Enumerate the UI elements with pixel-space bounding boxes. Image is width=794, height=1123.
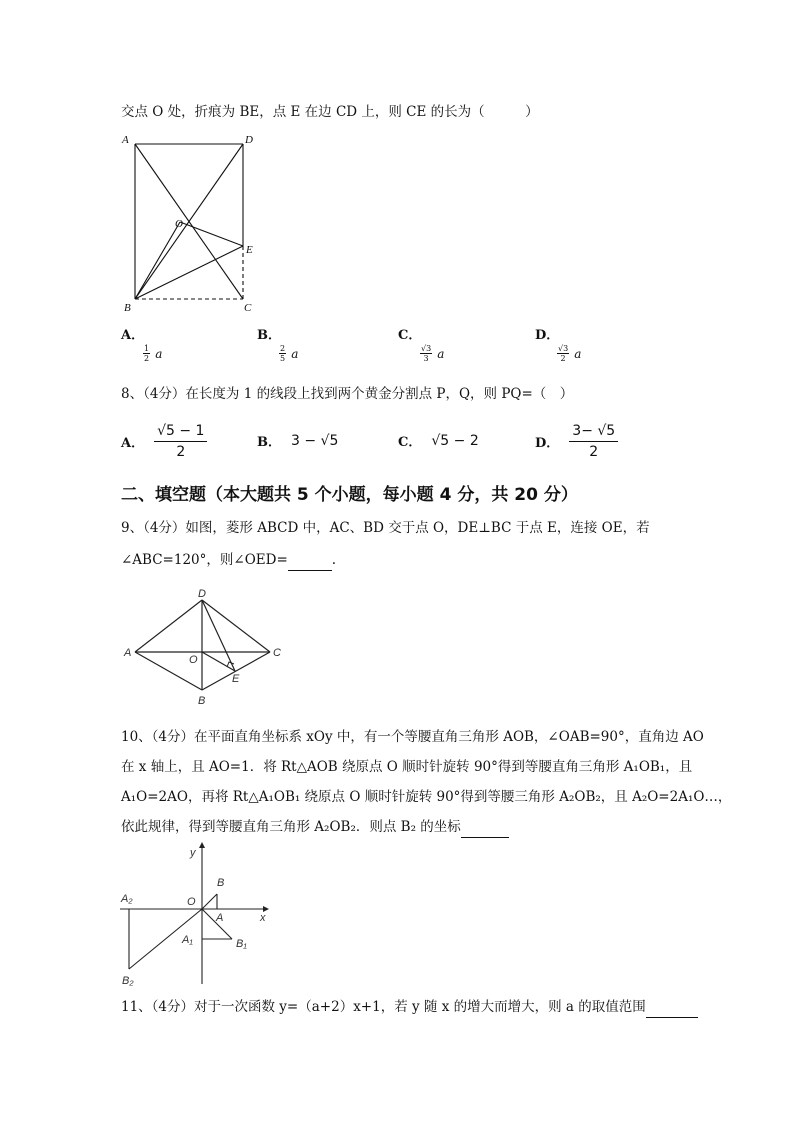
label-y: y	[190, 847, 196, 859]
q10-line1: 10、（4分）在平面直角坐标系 xOy 中，有一个等腰直角三角形 AOB，∠OAB=90°，直角边 AO	[121, 729, 704, 745]
q8-option-b[interactable]: B． 3 − √5	[257, 432, 339, 450]
label-O: O	[175, 218, 183, 230]
q8-option-d[interactable]: D． 3− √5 2	[535, 421, 618, 462]
fraction: $\frac{√3}{2}$	[558, 344, 569, 363]
label-B: B	[217, 877, 225, 889]
answer-blank[interactable]	[461, 817, 509, 838]
q8-text: 8、（4分）在长度为 1 的线段上找到两个黄金分割点 P，Q，则 PQ=（ ）	[121, 386, 574, 402]
answer-blank[interactable]	[288, 550, 332, 571]
q7-option-d[interactable]: D． $\frac{√3}{2}$ a	[535, 328, 582, 363]
label-A2: A₂	[121, 893, 133, 905]
q7-figure	[118, 130, 268, 315]
label-A: A	[122, 134, 129, 146]
q7-option-a[interactable]: A． $\frac{1}{2}$ a	[121, 328, 163, 363]
q11-text: 11、（4分）对于一次函数 y=（a+2）x+1，若 y 随 x 的增大而增大，则 a 的取值范围	[121, 997, 698, 1018]
label-D: D	[245, 134, 253, 146]
q7-text: 交点 O 处，折痕为 BE，点 E 在边 CD 上，则 CE 的长为（ ）	[121, 104, 539, 120]
label-E: E	[232, 673, 240, 685]
fraction: √5 − 1 2	[154, 421, 207, 462]
q8-option-c[interactable]: C． √5 − 2	[398, 432, 479, 450]
fraction: $\frac{1}{2}$	[144, 344, 150, 363]
label-B2: B₂	[122, 975, 134, 987]
fraction: $\frac{2}{5}$	[280, 344, 286, 363]
q10-line3: A₁O=2AO，再将 Rt△A₁OB₁ 绕原点 O 顺时针旋转 90°得到等腰三角形 A₂OB₂，且 A₂O=2A₁O…，	[121, 789, 732, 805]
fraction: $\frac{√3}{3}$	[421, 344, 432, 363]
label-C: C	[244, 302, 252, 314]
label-C: C	[273, 647, 281, 659]
q9-line1: 9、（4分）如图，菱形 ABCD 中，AC、BD 交于点 O，DE⊥BC 于点 E，连接 OE，若	[121, 520, 650, 536]
section-title: 二、填空题（本大题共 5 个小题，每小题 4 分，共 20 分）	[121, 485, 578, 505]
label-A1: A₁	[182, 934, 193, 946]
q10-line2: 在 x 轴上，且 AO=1．将 Rt△AOB 绕原点 O 顺时针旋转 90°得到等腰直角三角形 A₁OB₁，且	[121, 759, 693, 775]
q9-line2: ∠ABC=120°，则∠OED= .	[121, 550, 336, 571]
label-D: D	[198, 588, 206, 600]
answer-blank[interactable]	[646, 997, 698, 1018]
label-x: x	[260, 912, 266, 924]
label-E: E	[246, 244, 253, 256]
q10-figure	[118, 842, 278, 992]
label-O: O	[187, 896, 196, 908]
label-B: B	[124, 302, 131, 314]
q7-option-c[interactable]: C． $\frac{√3}{3}$ a	[398, 328, 445, 363]
label-B: B	[198, 695, 206, 707]
q7-option-b[interactable]: B． $\frac{2}{5}$ a	[257, 328, 299, 363]
fraction: 3− √5 2	[569, 421, 618, 462]
q10-line4: 依此规律，得到等腰直角三角形 A₂OB₂．则点 B₂ 的坐标	[121, 817, 509, 838]
q8-option-a[interactable]: A． √5 − 1 2	[121, 421, 207, 462]
q9-figure	[118, 582, 298, 712]
label-B1: B₁	[236, 938, 247, 950]
label-A: A	[216, 912, 224, 924]
label-A: A	[124, 647, 132, 659]
label-O: O	[189, 654, 198, 666]
